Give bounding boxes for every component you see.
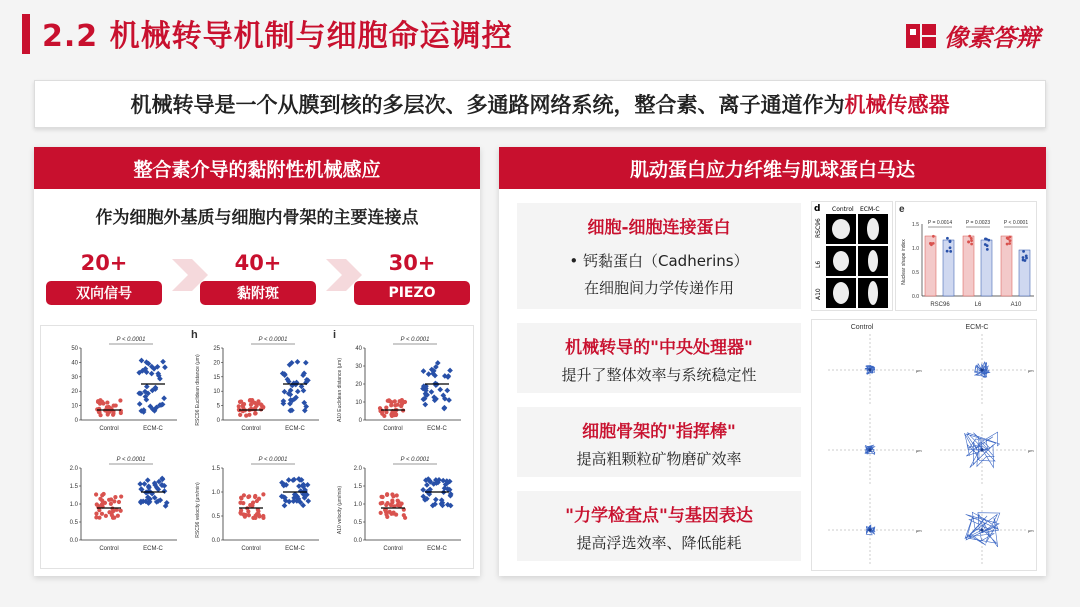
card-title: 机械转导的"中央处理器" (565, 338, 753, 358)
card-title: "力学检查点"与基因表达 (565, 506, 753, 526)
p-value-label: P < 0.0001 (400, 457, 430, 463)
data-point-ecm (421, 368, 427, 374)
data-point-control (385, 492, 389, 496)
y-tick-label: 0.5 (211, 514, 220, 520)
track-origin (980, 368, 983, 371)
data-point-control (400, 501, 404, 505)
title-accent-bar (22, 14, 30, 54)
data-point (984, 237, 987, 240)
right-panel-heading: 肌动蛋白应力纤维与肌球蛋白马达 (499, 147, 1046, 189)
data-point-control (94, 515, 98, 519)
data-point (1007, 237, 1010, 240)
x-tick-label: A10 (1010, 302, 1022, 308)
unit-label: μm (1028, 528, 1034, 533)
data-point-control (253, 411, 257, 415)
y-tick-label: 2.0 (69, 466, 78, 472)
unit-label: μm (916, 448, 922, 453)
y-tick-label: 30 (71, 374, 78, 381)
data-point-control (113, 495, 117, 499)
y-tick-label: 40 (355, 346, 362, 352)
stat-label: 双向信号 (46, 281, 162, 305)
y-tick-label: 5 (216, 403, 220, 410)
card-cytoskeleton (517, 407, 801, 477)
data-point-control (400, 402, 404, 406)
data-point (946, 250, 949, 253)
data-point-control (382, 414, 386, 418)
track-origin (868, 368, 871, 371)
brand-logo (904, 18, 1040, 53)
data-point (967, 241, 970, 244)
panel-letter: i (333, 329, 337, 341)
x-tick-label: RSC96 (930, 302, 950, 308)
data-point (986, 248, 989, 251)
y-tick-label: 1.0 (211, 490, 220, 496)
data-point-control (390, 500, 394, 504)
x-tick-label: Control (241, 426, 261, 432)
stat-2 (200, 251, 316, 305)
data-point (932, 242, 935, 245)
data-point-ecm (433, 497, 439, 503)
x-tick-label: Control (99, 426, 119, 432)
data-point-ecm (161, 395, 167, 401)
data-point-control (109, 502, 113, 506)
data-point-ecm (429, 389, 435, 395)
data-point-control (400, 398, 404, 402)
stat-label: 黏附斑 (200, 281, 316, 305)
data-point (946, 237, 949, 240)
scatter-plot-figure (40, 325, 474, 569)
data-point-control (261, 514, 265, 518)
data-point (929, 242, 932, 245)
column-label: ECM-C (860, 206, 880, 213)
data-point-control (238, 413, 242, 417)
logo-text: 像素答辩 (944, 24, 1040, 52)
data-point-ecm (139, 358, 145, 364)
data-point-control (119, 509, 123, 513)
column-label: Control (850, 324, 874, 331)
data-point-control (381, 495, 385, 499)
cell-track-figure (811, 319, 1037, 571)
data-point-control (100, 400, 104, 404)
y-tick-label: 0 (216, 418, 220, 424)
y-tick-label: 1.5 (69, 484, 78, 490)
unit-label: μm (1028, 448, 1034, 453)
card-body: 提高粗颗粒矿物磨矿效率 (576, 450, 742, 468)
card-checkpoint (517, 491, 801, 561)
data-point-control (96, 399, 100, 403)
y-tick-label: 0 (358, 418, 362, 424)
card-title: 细胞-细胞连接蛋白 (587, 218, 731, 238)
data-point-ecm (149, 371, 155, 377)
scatter-plot (47, 448, 187, 566)
p-value-label: P = 0.0014 (927, 220, 953, 226)
data-point (932, 235, 935, 238)
data-point-ecm (422, 402, 428, 408)
data-point (970, 243, 973, 246)
y-tick-label: 15 (213, 374, 220, 381)
x-tick-label: ECM-C (143, 426, 163, 432)
y-tick-label: 0.0 (69, 538, 78, 544)
data-point (1022, 250, 1025, 253)
stat-number: 20+ (80, 251, 128, 275)
data-point-control (389, 403, 393, 407)
y-tick-label: 1.5 (353, 484, 362, 490)
data-point (1025, 257, 1028, 260)
y-tick-label: 0.5 (912, 270, 919, 276)
data-point-ecm (305, 498, 311, 504)
data-point-control (393, 412, 397, 416)
data-point-control (247, 494, 251, 498)
y-tick-label: 10 (355, 400, 362, 406)
data-point-ecm (162, 364, 168, 370)
data-point-control (386, 399, 390, 403)
y-tick-label: 20 (213, 360, 220, 367)
right-panel (499, 147, 1046, 576)
data-point-control (251, 516, 255, 520)
data-point-ecm (286, 477, 292, 483)
y-tick-label: 20 (355, 382, 362, 388)
subtitle-highlight: 机械传感器 (844, 93, 950, 117)
data-point-control (384, 503, 388, 507)
y-tick-label: 0 (74, 418, 78, 424)
y-axis-label: A10 Euclidean distance (μm) (337, 357, 343, 423)
unit-label: μm (1028, 368, 1034, 373)
data-point-control (105, 400, 109, 404)
track-origin (868, 448, 871, 451)
data-point-control (384, 410, 388, 414)
y-tick-label: 2.0 (353, 466, 362, 472)
data-point (949, 246, 952, 249)
data-point-control (118, 398, 122, 402)
data-point-ecm (442, 405, 448, 411)
data-point-ecm (295, 389, 301, 395)
bar-ecm (943, 240, 954, 296)
logo-icon (904, 21, 938, 51)
p-value-label: P < 0.0001 (116, 337, 146, 343)
unit-label: μm (916, 528, 922, 533)
p-value-label: P < 0.0001 (1003, 220, 1029, 226)
x-tick-label: ECM-C (285, 426, 305, 432)
p-value-label: P = 0.0023 (965, 220, 991, 226)
data-point-ecm (144, 384, 150, 390)
data-point-ecm (295, 359, 301, 365)
data-point (1006, 243, 1009, 246)
data-point-ecm (437, 387, 443, 393)
track-origin (980, 528, 983, 531)
y-tick-label: 25 (213, 346, 220, 352)
card-body: 提高浮选效率、降低能耗 (576, 534, 742, 552)
stat-label: PIEZO (354, 281, 470, 305)
data-point-ecm (162, 488, 168, 494)
x-tick-label: Control (241, 546, 261, 552)
scatter-plot (331, 328, 471, 446)
scatter-plot (189, 328, 329, 446)
data-point-control (396, 499, 400, 503)
page-title: 2.2 机械转导机制与细胞命运调控 (42, 19, 513, 54)
data-point-control (112, 404, 116, 408)
x-tick-label: ECM-C (285, 546, 305, 552)
data-point-control (242, 512, 246, 516)
y-tick-label: 50 (71, 346, 78, 352)
data-point-control (403, 516, 407, 520)
unit-label: μm (916, 368, 922, 373)
card-central-processor (517, 323, 801, 393)
column-label: ECM-C (965, 324, 989, 331)
track-origin (868, 528, 871, 531)
data-point-control (106, 412, 110, 416)
nuclear-shape-chart (895, 201, 1037, 311)
row-label: RSC96 (815, 218, 822, 238)
y-axis-label: Nuclear shape index (901, 239, 907, 285)
x-tick-label: Control (383, 426, 403, 432)
x-tick-label: ECM-C (143, 546, 163, 552)
x-tick-label: Control (383, 546, 403, 552)
left-panel-heading: 整合素介导的黏附性机械感应 (34, 147, 480, 189)
y-tick-label: 0.5 (353, 520, 362, 526)
data-point-control (95, 502, 99, 506)
stat-3 (354, 251, 470, 305)
data-point-control (396, 403, 400, 407)
panel-letter: d (814, 204, 821, 214)
y-tick-label: 1.0 (353, 502, 362, 508)
stat-1 (46, 251, 162, 305)
data-point-control (249, 403, 253, 407)
y-axis-label: RSC96 Euclidean distance (μm) (195, 354, 201, 426)
data-point-control (242, 493, 246, 497)
data-point-control (247, 513, 251, 517)
y-tick-label: 30 (355, 364, 362, 370)
p-value-label: P < 0.0001 (116, 457, 146, 463)
data-point (1008, 242, 1011, 245)
data-point-ecm (137, 401, 143, 407)
x-tick-label: L6 (974, 302, 982, 308)
nucleus-image-grid (811, 201, 893, 311)
y-tick-label: 1.0 (912, 246, 919, 252)
p-value-label: P < 0.0001 (258, 457, 288, 463)
stat-number: 30+ (388, 251, 436, 275)
scatter-plot (189, 448, 329, 566)
data-point-control (244, 414, 248, 418)
data-point-control (119, 494, 123, 498)
p-value-label: P < 0.0001 (400, 337, 430, 343)
data-point-control (390, 414, 394, 418)
panel-letter: e (899, 204, 905, 215)
y-tick-label: 10 (213, 389, 220, 396)
data-point-control (251, 500, 255, 504)
data-point-control (94, 512, 98, 516)
data-point-control (100, 512, 104, 516)
data-point-ecm (447, 368, 453, 374)
y-tick-label: 1.5 (912, 222, 919, 228)
scatter-plot (47, 328, 187, 446)
data-point-control (257, 514, 261, 518)
left-lead-text: 作为细胞外基质与细胞内骨架的主要连接点 (95, 208, 419, 228)
data-point-control (97, 508, 101, 512)
data-point-control (384, 406, 388, 410)
card-body: 在细胞间力学传递作用 (583, 279, 734, 297)
data-point-control (261, 492, 265, 496)
data-point-control (102, 492, 106, 496)
y-tick-label: 20 (71, 389, 78, 396)
data-point-control (242, 402, 246, 406)
data-point-control (379, 501, 383, 505)
data-point (1022, 256, 1025, 259)
data-point-ecm (426, 371, 432, 377)
x-tick-label: Control (99, 546, 119, 552)
row-label: A10 (815, 288, 822, 300)
data-point (949, 250, 952, 253)
data-point-ecm (303, 360, 309, 366)
data-point-control (112, 516, 116, 520)
p-value-label: P < 0.0001 (258, 337, 288, 343)
subtitle-box (34, 80, 1046, 128)
y-axis-label: A10 velocity (μm/min) (337, 485, 343, 535)
data-point-control (109, 497, 113, 501)
data-point (987, 239, 990, 242)
data-point-control (384, 512, 388, 516)
data-point-ecm (444, 388, 450, 394)
row-label: L6 (815, 260, 822, 268)
y-tick-label: 40 (71, 360, 78, 367)
data-point (984, 243, 987, 246)
data-point-control (261, 406, 265, 410)
x-tick-label: ECM-C (427, 426, 447, 432)
y-tick-label: 10 (71, 403, 78, 410)
data-point (1022, 259, 1025, 262)
data-point-control (119, 409, 123, 413)
data-point-ecm (145, 477, 151, 483)
data-point-control (117, 500, 121, 504)
y-tick-label: 0.5 (69, 520, 78, 526)
data-point-control (104, 514, 108, 518)
y-tick-label: 0.0 (353, 538, 362, 544)
track-origin (980, 448, 983, 451)
card-body: 提升了整体效率与系统稳定性 (561, 366, 757, 384)
data-point-control (94, 492, 98, 496)
x-tick-label: ECM-C (427, 546, 447, 552)
data-point (968, 235, 971, 238)
subtitle-text: 机械转导是一个从膜到核的多层次、多通路网络系统，整合素、离子通道作为 (130, 93, 845, 117)
card-bullet: • 钙黏蛋白（Cadherins） (569, 252, 749, 270)
y-tick-label: 1.0 (69, 502, 78, 508)
data-point-control (395, 493, 399, 497)
stat-number: 40+ (234, 251, 282, 275)
y-tick-label: 0.0 (912, 294, 919, 300)
panel-letter: h (191, 329, 198, 341)
scatter-plot (331, 448, 471, 566)
data-point-control (391, 511, 395, 515)
data-point-control (393, 399, 397, 403)
data-point-control (100, 499, 104, 503)
card-cadherin (517, 203, 801, 309)
data-point-control (248, 398, 252, 402)
data-point-control (241, 501, 245, 505)
data-point (970, 237, 973, 240)
data-point-ecm (282, 503, 288, 509)
column-label: Control (832, 206, 854, 213)
data-point-ecm (138, 486, 144, 492)
left-panel (34, 147, 480, 576)
data-point-control (253, 495, 257, 499)
data-point-control (379, 511, 383, 515)
data-point-control (257, 497, 261, 501)
data-point-ecm (160, 359, 166, 365)
y-tick-label: 0.0 (211, 538, 220, 544)
data-point (949, 240, 952, 243)
data-point-control (116, 514, 120, 518)
bar-ecm (1019, 250, 1030, 296)
y-axis-label: RSC96 velocity (μm/min) (195, 482, 201, 538)
y-tick-label: 1.5 (211, 466, 220, 472)
card-title: 细胞骨架的"指挥棒" (582, 422, 736, 442)
